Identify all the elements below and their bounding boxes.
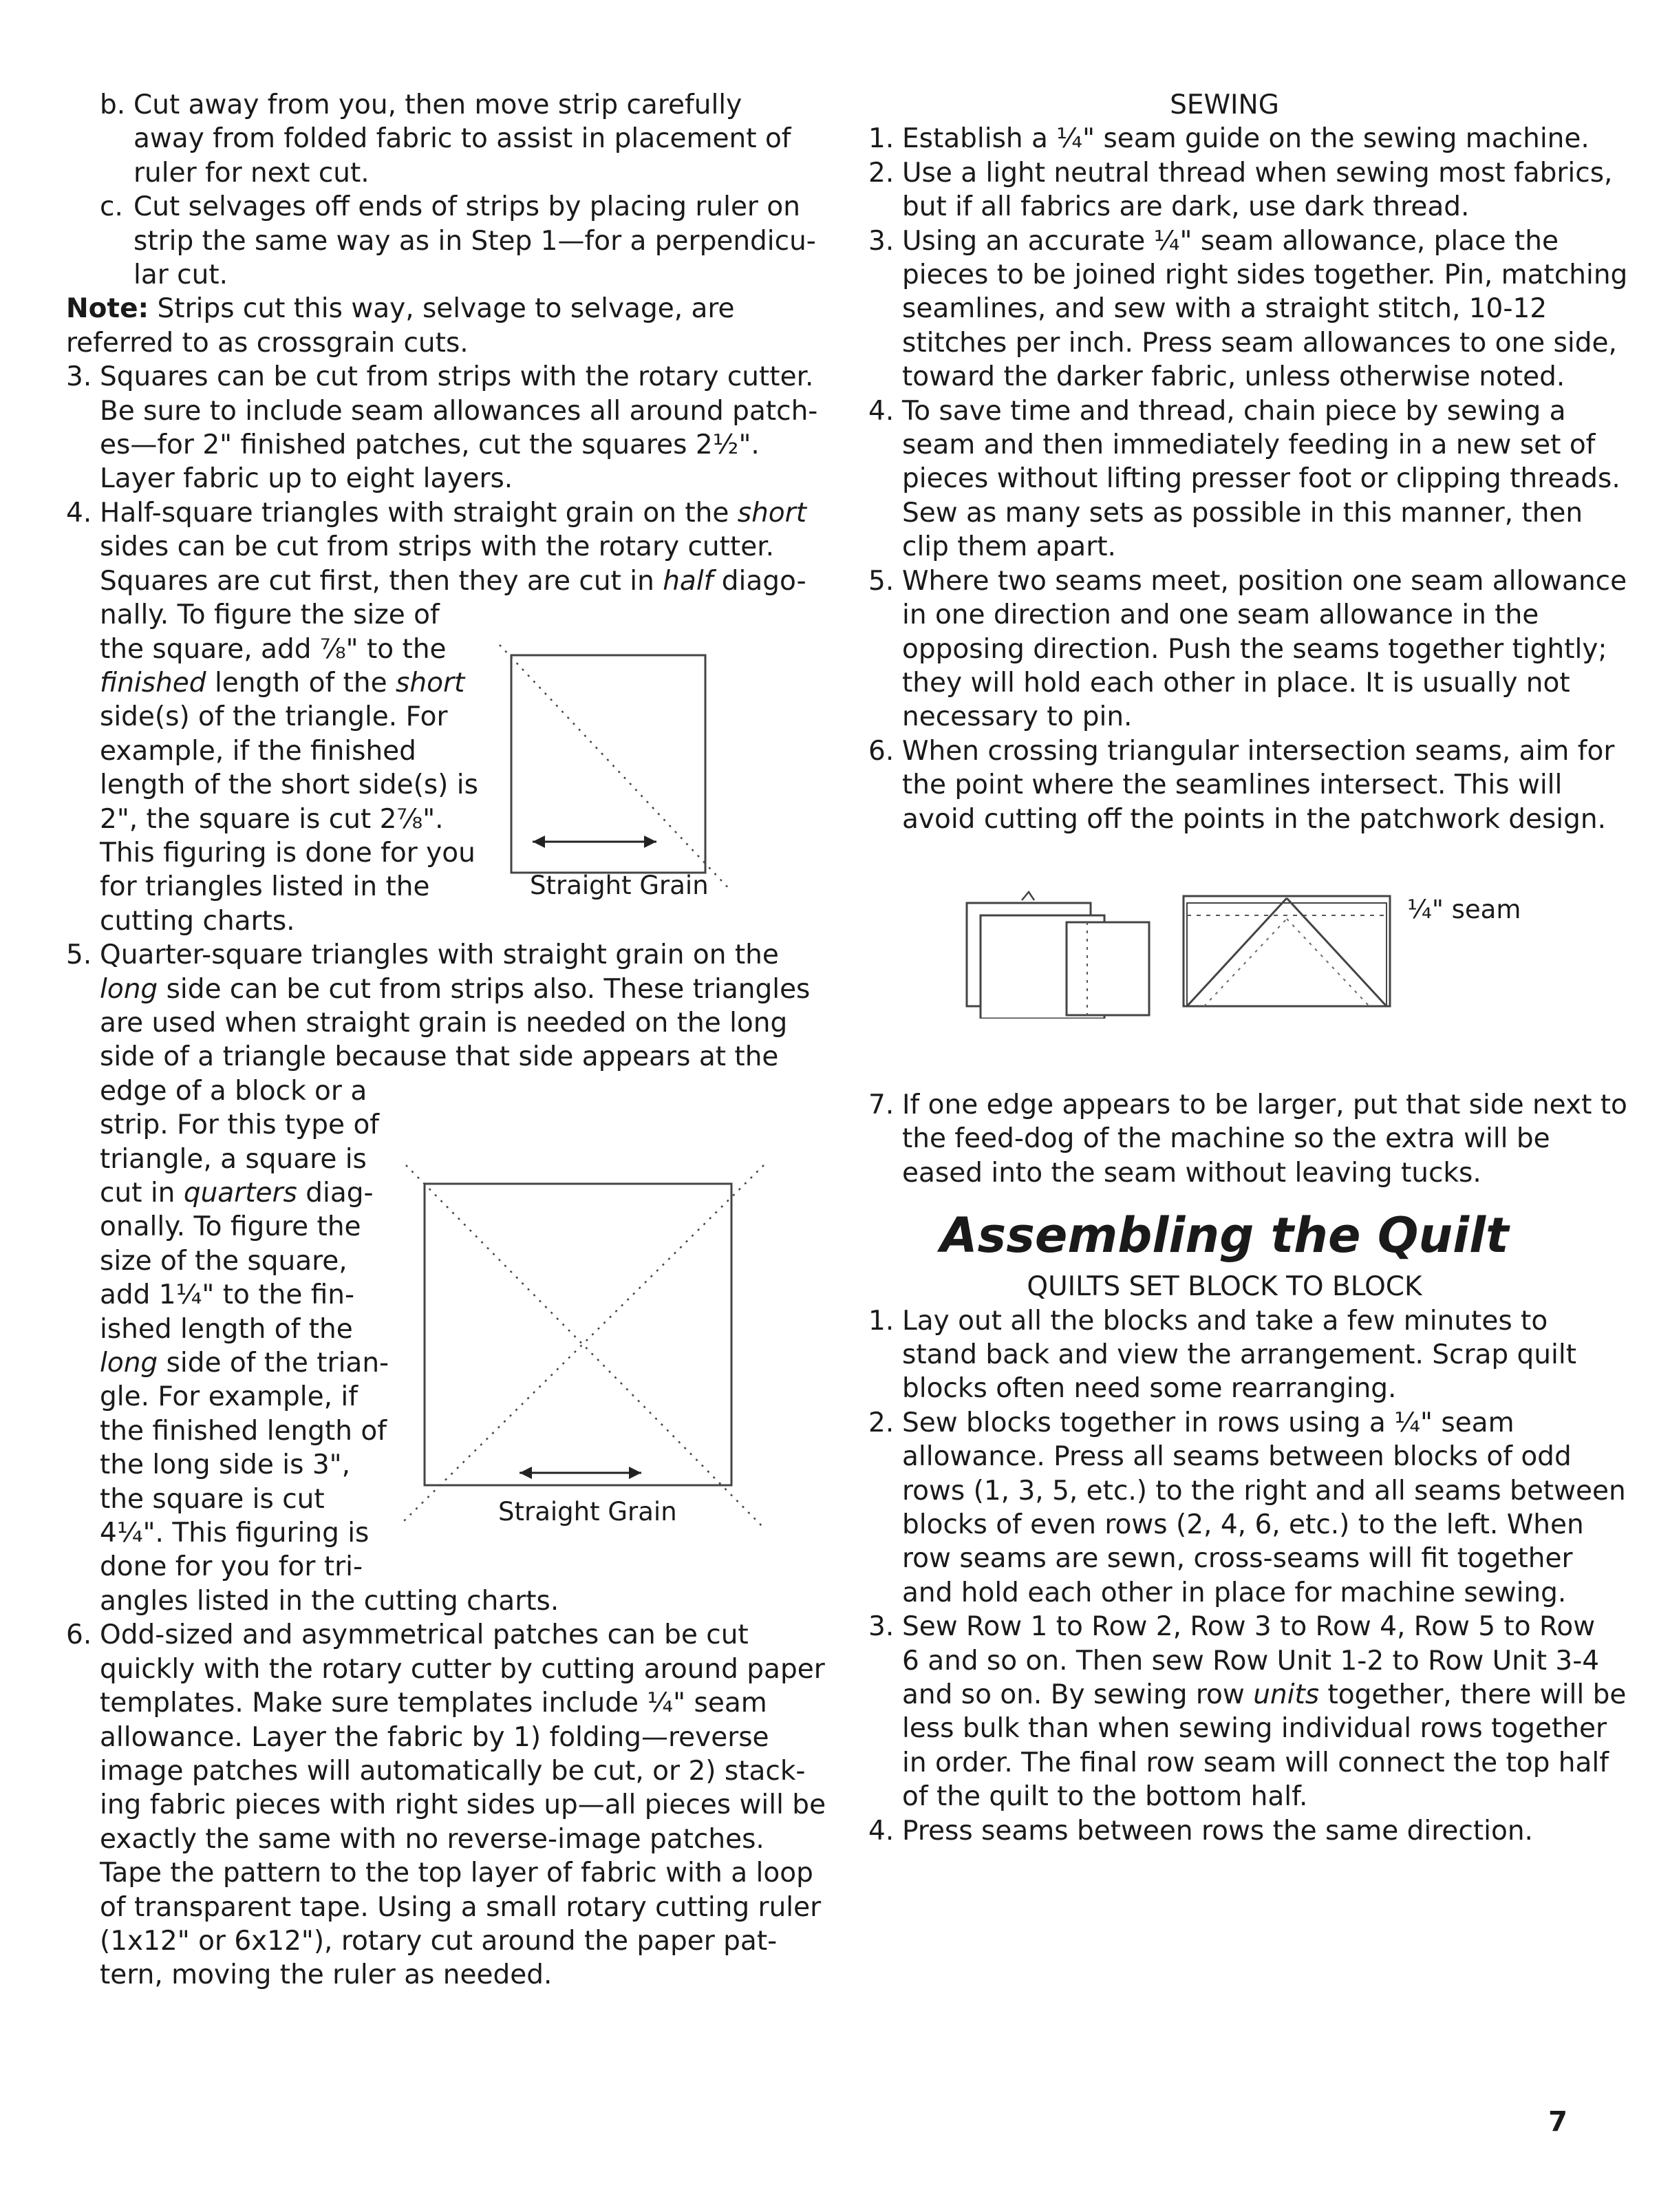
item-line: exactly the same with no reverse-image patches. [100, 1823, 764, 1855]
item-line: diag- [297, 1178, 374, 1209]
step-c-label: c. [100, 191, 123, 223]
item-line: Lay out all the blocks and take a few minutes to [902, 1305, 1548, 1337]
item-line: in one direction and one seam allowance in the [902, 599, 1539, 631]
item-line: blocks often need some rearranging. [902, 1373, 1397, 1405]
item-number: 4. [868, 1815, 895, 1847]
item-line: ing fabric pieces with right sides up—all pieces will be [100, 1789, 826, 1821]
item-line: together, there will be [1319, 1679, 1627, 1711]
step-b-line: Cut away from you, then move strip carefully [133, 89, 742, 120]
note-text: referred to as crossgrain cuts. [66, 327, 469, 359]
item-line: Quarter-square triangles with straight grain on the [100, 939, 779, 971]
step-c-line: strip the same way as in Step 1—for a perpendicu- [133, 225, 816, 257]
item-line: Press seams between rows the same direction. [902, 1815, 1533, 1847]
item-line: and hold each other in place for machine sewing. [902, 1577, 1567, 1608]
item-line: the square, add ⅞" to the [100, 633, 447, 665]
sewing-item-1 [868, 122, 1590, 156]
item-line: cutting charts. [100, 905, 295, 937]
triangle-edge [1187, 898, 1287, 1006]
item-line: Half-square triangles with straight grain on the [100, 497, 738, 529]
list-item-6 [66, 1618, 826, 1992]
item-line: pieces without lifting presser foot or clipping threads. [902, 463, 1620, 495]
item-line: pieces to be joined right sides together. Pin, matching [902, 259, 1628, 291]
fabric-strip [1184, 896, 1390, 1006]
item-line: strip. For this type of [100, 1109, 380, 1141]
item-line: avoid cutting off the points in the patchwork design. [902, 803, 1606, 835]
item-line: allowance. Layer the fabric by 1) folding—reverse [100, 1721, 769, 1753]
item-line: allowance. Press all seams between blocks of odd [902, 1441, 1572, 1473]
item-line: for triangles listed in the [100, 871, 430, 903]
assembly-item-1 [868, 1304, 1581, 1406]
triangle-seam [1204, 919, 1287, 1006]
item-line: the point where the seamlines intersect. This will [902, 769, 1563, 801]
seam-allowance-svg [960, 888, 1407, 1019]
page-number: 7 [1548, 2106, 1567, 2138]
item-emphasis: short [396, 667, 465, 699]
item-line: less bulk than when sewing individual rows together [902, 1713, 1607, 1745]
step-c-line: lar cut. [133, 259, 228, 291]
fabric-piece-front [1067, 922, 1149, 1015]
item-line: the square is cut [100, 1483, 325, 1515]
item-line: To save time and thread, chain piece by sewing a [902, 395, 1566, 427]
section-title: Assembling the Quilt [940, 1207, 1509, 1264]
item-line: but if all fabrics are dark, use dark thread. [902, 191, 1470, 223]
sewing-item-2 [868, 156, 1613, 224]
quarter-square-grain-caption: Straight Grain [498, 1497, 677, 1527]
item-line: image patches will automatically be cut, or 2) stack- [100, 1755, 806, 1787]
item-line: (1x12" or 6x12"), rotary cut around the paper pat- [100, 1925, 778, 1957]
item-number: 1. [868, 123, 895, 155]
note [66, 292, 761, 360]
item-line: clip them apart. [902, 531, 1116, 563]
item-line: Sew blocks together in rows using a ¼" seam [902, 1407, 1514, 1438]
step-b [66, 88, 791, 190]
square-outline [425, 1184, 731, 1485]
item-line: stitches per inch. Press seam allowances to one side, [902, 327, 1617, 359]
item-line: the long side is 3", [100, 1449, 350, 1481]
item-line: sides can be cut from strips with the rotary cutter. [100, 531, 775, 563]
item-line: 2", the square is cut 2⅞". [100, 803, 444, 835]
item-line: toward the darker fabric, unless otherwise noted. [902, 361, 1565, 393]
sewing-item-7 [868, 1088, 1627, 1190]
arrow-head-left [533, 836, 545, 848]
item-line: in order. The final row seam will connect the top half [902, 1747, 1609, 1778]
item-line: Use a light neutral thread when sewing most fabrics, [902, 157, 1613, 189]
item-line: gle. For example, if [100, 1381, 358, 1413]
quarter-square-triangle-svg [392, 1153, 778, 1538]
item-number: 3. [66, 361, 92, 393]
item-line: triangle, a square is [100, 1143, 367, 1175]
subheading: QUILTS SET BLOCK TO BLOCK [1027, 1271, 1422, 1303]
item-line: side can be cut from strips also. These triangles [158, 973, 811, 1005]
item-number: 4. [66, 497, 92, 529]
item-line: If one edge appears to be larger, put that side next to [902, 1089, 1627, 1120]
step-b-line: away from folded fabric to assist in placement of [133, 123, 791, 155]
item-number: 1. [868, 1305, 895, 1337]
item-emphasis: long [100, 973, 158, 1005]
item-emphasis: units [1253, 1679, 1320, 1711]
triangle-edge [1287, 898, 1387, 1006]
item-line: length of the [206, 667, 396, 699]
arrow-head-right [629, 1467, 641, 1479]
diagonal-cut-line [500, 645, 731, 891]
item-line: tern, moving the ruler as needed. [100, 1959, 553, 1991]
item-number: 2. [868, 1407, 895, 1438]
sewing-item-6 [868, 734, 1615, 836]
note-text: Strips cut this way, selvage to selvage, are [149, 293, 735, 325]
item-line: Sew as many sets as possible in this manner, then [902, 497, 1583, 529]
item-line: diago- [713, 565, 806, 597]
item-line: of the quilt to the bottom half. [902, 1781, 1308, 1813]
item-line: the finished length of [100, 1415, 387, 1447]
item-line: done for you for tri- [100, 1551, 363, 1583]
item-line: side of the trian- [158, 1348, 389, 1379]
step-c-line: Cut selvages off ends of strips by placing ruler on [133, 191, 800, 223]
item-line: Tape the pattern to the top layer of fabric with a loop [100, 1858, 813, 1889]
item-line: angles listed in the cutting charts. [100, 1585, 559, 1617]
item-line: opposing direction. Push the seams together tightly; [902, 633, 1607, 665]
item-line: Squares can be cut from strips with the rotary cutter. [100, 361, 814, 393]
item-line: edge of a block or a [100, 1075, 367, 1107]
item-line: size of the square, [100, 1245, 347, 1277]
item-line: 4¼". This figuring is [100, 1518, 370, 1549]
half-square-triangle-svg [494, 644, 742, 898]
item-line: Where two seams meet, position one seam allowance [902, 565, 1627, 597]
item-number: 6. [66, 1619, 92, 1651]
half-square-triangle-diagram [494, 644, 742, 898]
item-number: 7. [868, 1089, 895, 1120]
item-line: Layer fabric up to eight layers. [100, 463, 513, 495]
item-emphasis: short [737, 497, 806, 529]
item-line: example, if the finished [100, 735, 416, 767]
step-b-line: ruler for next cut. [133, 157, 370, 189]
sewing-item-5 [868, 564, 1627, 734]
item-line: cut in [100, 1178, 184, 1209]
sewing-heading: SEWING [1170, 89, 1279, 120]
item-line: stand back and view the arrangement. Scrap quilt [902, 1339, 1576, 1370]
item-line: Squares are cut first, then they are cut in [100, 565, 663, 597]
note-label: Note: [66, 293, 149, 325]
item-line: the feed-dog of the machine so the extra will be [902, 1123, 1550, 1155]
item-emphasis: long [100, 1348, 158, 1379]
item-line: necessary to pin. [902, 701, 1133, 733]
item-line: side of a triangle because that side appears at the [100, 1041, 779, 1073]
item-line: nally. To figure the size of [100, 599, 440, 631]
arrow-head-left [520, 1467, 532, 1479]
item-line: Using an accurate ¼" seam allowance, place the [902, 225, 1559, 257]
item-number: 3. [868, 1611, 895, 1643]
item-number: 4. [868, 395, 895, 427]
arrow-head-icon [1022, 892, 1034, 900]
step-b-label: b. [100, 89, 126, 120]
list-item-3 [66, 360, 818, 496]
item-line: Be sure to include seam allowances all around patch- [100, 395, 818, 427]
item-line: length of the short side(s) is [100, 769, 478, 801]
half-square-grain-caption: Straight Grain [530, 871, 709, 900]
item-number: 5. [868, 565, 895, 597]
item-number: 6. [868, 735, 895, 767]
item-line: blocks of even rows (2, 4, 6, etc.) to the left. When [902, 1509, 1584, 1540]
item-line: Odd-sized and asymmetrical patches can be cut [100, 1619, 749, 1651]
sewing-item-4 [868, 394, 1620, 564]
item-line: rows (1, 3, 5, etc.) to the right and all seams between [902, 1475, 1626, 1507]
sewing-item-3 [868, 224, 1628, 394]
item-line: add 1¼" to the fin- [100, 1279, 355, 1311]
item-line: Sew Row 1 to Row 2, Row 3 to Row 4, Row 5 to Row [902, 1611, 1596, 1643]
item-line: are used when straight grain is needed on the long [100, 1007, 788, 1039]
item-line: and so on. By sewing row [902, 1679, 1254, 1711]
seam-allowance-diagram [960, 888, 1407, 1019]
quarter-square-triangle-diagram [392, 1153, 778, 1538]
item-number: 5. [66, 939, 92, 971]
item-line: side(s) of the triangle. For [100, 701, 448, 733]
item-line: When crossing triangular intersection seams, aim for [902, 735, 1615, 767]
item-line: eased into the seam without leaving tucks. [902, 1157, 1481, 1189]
item-emphasis: half [663, 565, 714, 597]
item-line: of transparent tape. Using a small rotary cutting ruler [100, 1891, 822, 1923]
assembly-item-2 [868, 1406, 1626, 1610]
fabric-strip-inner [1187, 903, 1387, 1006]
item-line: es—for 2" finished patches, cut the squares 2½". [100, 429, 760, 461]
item-number: 3. [868, 225, 895, 257]
item-line: quickly with the rotary cutter by cutting around paper [100, 1653, 825, 1685]
item-number: 2. [868, 157, 895, 189]
assembly-item-3 [868, 1610, 1627, 1814]
item-line: onally. To figure the [100, 1211, 361, 1243]
seam-label: ¼" seam [1407, 895, 1521, 924]
item-line: 6 and so on. Then sew Row Unit 1-2 to Row Unit 3-4 [902, 1645, 1600, 1677]
item-emphasis: quarters [183, 1178, 297, 1209]
item-line: Establish a ¼" seam guide on the sewing machine. [902, 123, 1590, 155]
step-c [66, 190, 816, 292]
left-column [66, 88, 826, 1992]
item-line: ished length of the [100, 1313, 353, 1345]
item-line: seamlines, and sew with a straight stitch, 10-12 [902, 293, 1548, 325]
item-line: This figuring is done for you [100, 837, 475, 869]
item-line: they will hold each other in place. It is usually not [902, 667, 1570, 699]
item-line: seam and then immediately feeding in a new set of [902, 429, 1596, 461]
item-line: row seams are sewn, cross-seams will fit together [902, 1543, 1573, 1575]
triangle-seam [1287, 919, 1369, 1006]
item-emphasis: finished [100, 667, 206, 699]
arrow-head-right [644, 836, 656, 848]
assembly-item-4 [868, 1814, 1581, 1848]
item-line: templates. Make sure templates include ¼" seam [100, 1688, 767, 1719]
